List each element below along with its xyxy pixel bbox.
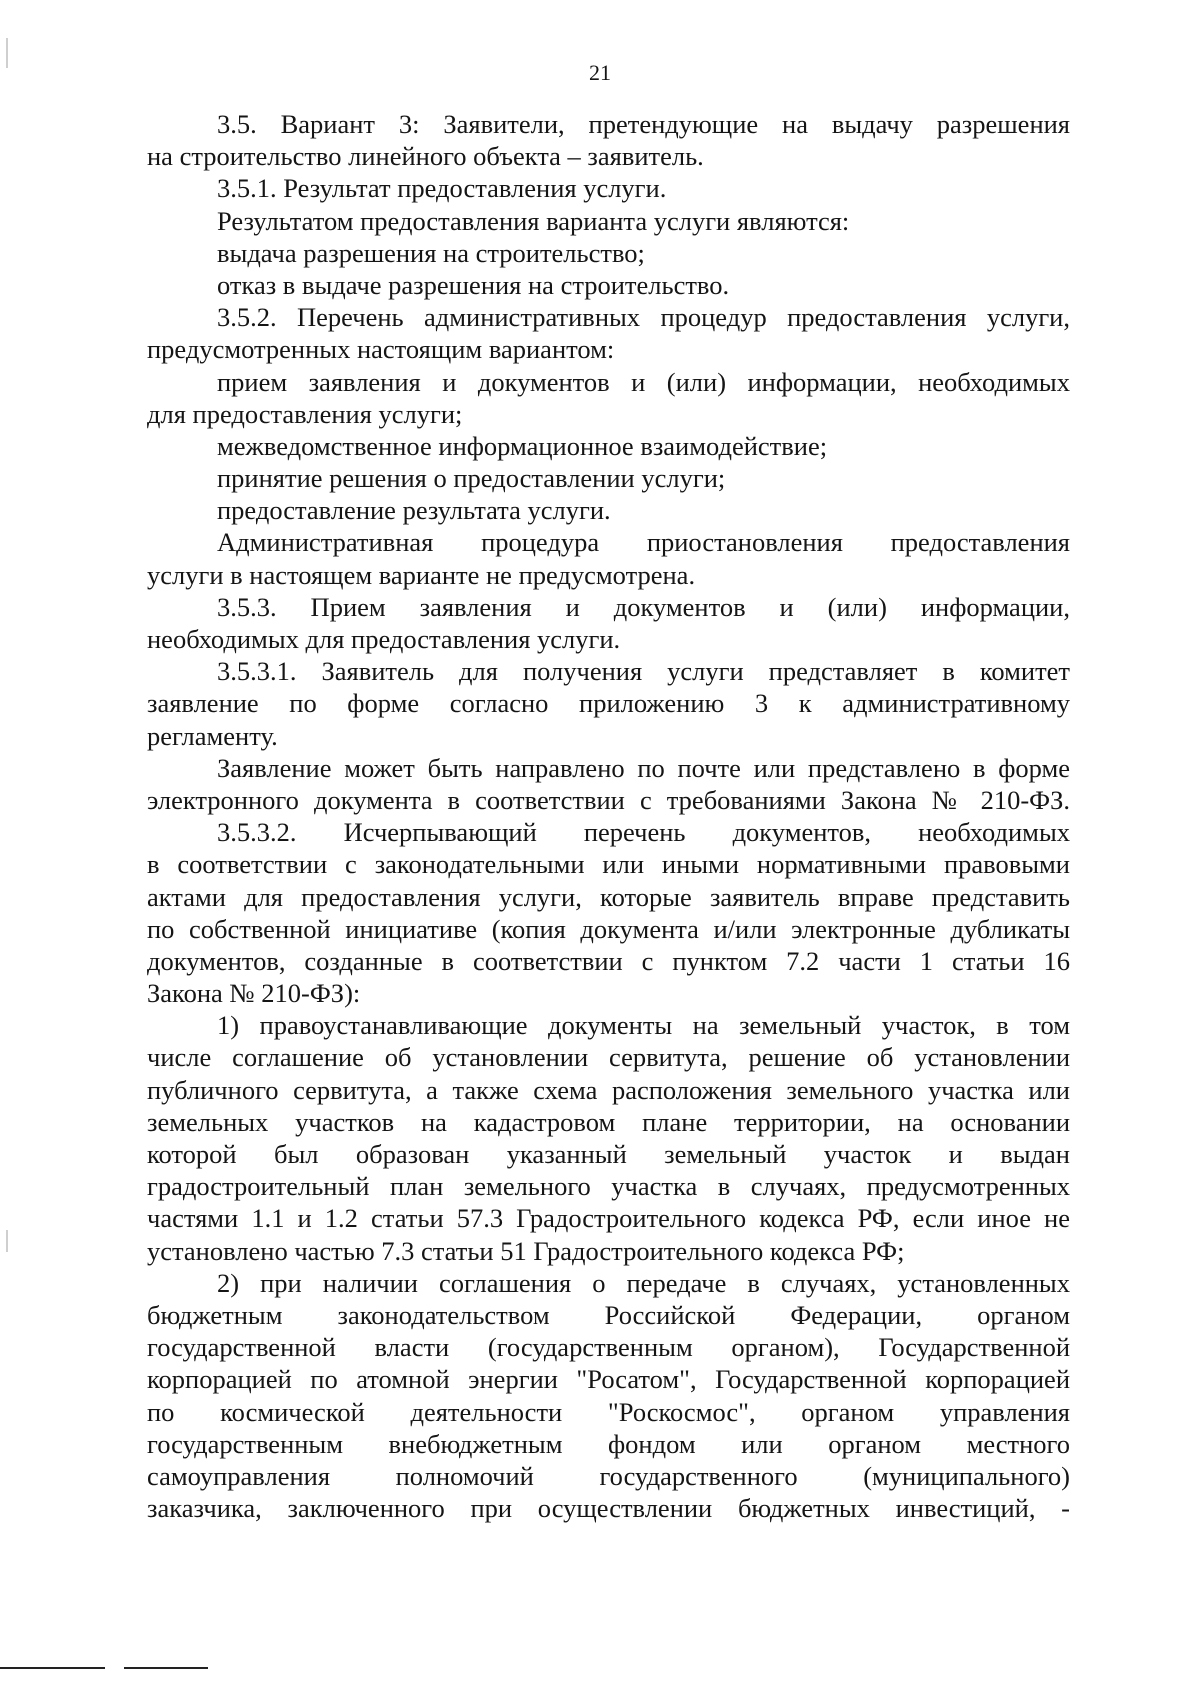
- text-line: 3.5.1. Результат предоставления услуги.: [217, 173, 667, 204]
- text-line: государственной власти (государственным органом), Государственной: [147, 1332, 1070, 1363]
- text-line: Результатом предоставления варианта услуги являются:: [217, 205, 850, 236]
- scan-edge-mark: [6, 38, 8, 68]
- text-line: Закона № 210-ФЗ):: [147, 978, 361, 1009]
- text-line: 3.5.3.2. Исчерпывающий перечень документов, необходимых: [217, 817, 1070, 848]
- text-line: государственным внебюджетным фондом или органом местного: [147, 1428, 1070, 1459]
- text-line: Заявление может быть направлено по почте или представлено в форме: [217, 752, 1070, 783]
- text-line: 2) при наличии соглашения о передаче в случаях, установленных: [217, 1267, 1070, 1298]
- text-line: выдача разрешения на строительство;: [217, 237, 645, 268]
- text-line: для предоставления услуги;: [147, 398, 463, 429]
- text-line: самоуправления полномочий государственного (муниципального): [147, 1460, 1070, 1491]
- text-line: заявление по форме согласно приложению 3 к административному: [147, 688, 1070, 719]
- text-line: по космической деятельности "Роскосмос", органом управления: [147, 1396, 1070, 1427]
- text-line: необходимых для предоставления услуги.: [147, 624, 621, 654]
- text-line: которой был образован указанный земельный участок и выдан: [147, 1139, 1070, 1169]
- text-line: прием заявления и документов и (или) информации, необходимых: [217, 366, 1070, 397]
- text-line: отказ в выдаче разрешения на строительство.: [217, 269, 730, 300]
- text-line: Административная процедура приостановления предоставления: [217, 527, 1070, 558]
- document-body: [147, 108, 1070, 1524]
- text-line: документов, созданные в соответствии с пунктом 7.2 части 1 статьи 16: [147, 945, 1070, 976]
- text-line: 1) правоустанавливающие документы на земельный участок, в том: [217, 1010, 1070, 1041]
- text-line: земельных участков на кадастровом плане территории, на основании: [147, 1106, 1070, 1137]
- text-line: корпорацией по атомной энергии "Росатом", Государственной корпорацией: [147, 1364, 1070, 1395]
- text-line: заказчика, заключенного при осуществлении бюджетных инвестиций, -: [147, 1493, 1070, 1524]
- text-line: предусмотренных настоящим вариантом:: [147, 334, 615, 365]
- text-line: бюджетным законодательством Российской Федерации, органом: [147, 1299, 1070, 1330]
- text-line: межведомственное информационное взаимодействие;: [217, 430, 828, 461]
- text-line: 3.5.3. Прием заявления и документов и (или) информации,: [217, 591, 1070, 622]
- text-line: 3.5.3.1. Заявитель для получения услуги представляет в комитет: [217, 656, 1070, 687]
- text-line: 3.5. Вариант 3: Заявители, претендующие на выдачу разрешения: [217, 109, 1070, 139]
- text-line: числе соглашение об установлении сервитута, решение об установлении: [147, 1042, 1070, 1073]
- text-line: в соответствии с законодательными или иными нормативными правовыми: [147, 849, 1070, 880]
- text-line: актами для предоставления услуги, которые заявитель вправе представить: [147, 881, 1070, 912]
- footer-rule: [0, 1667, 105, 1669]
- text-line: по собственной инициативе (копия документа и/или электронные дубликаты: [147, 913, 1070, 944]
- text-line: на строительство линейного объекта – заявитель.: [147, 141, 704, 172]
- text-line: публичного сервитута, а также схема расположения земельного участка или: [147, 1074, 1070, 1105]
- text-line: предоставление результата услуги.: [217, 495, 611, 526]
- text-line: установлено частью 7.3 статьи 51 Градостроительного кодекса РФ;: [147, 1235, 905, 1266]
- page-number: 21: [589, 60, 611, 85]
- footer-rule: [124, 1667, 208, 1669]
- text-line: градостроительный план земельного участка в случаях, предусмотренных: [147, 1171, 1070, 1202]
- text-line: частями 1.1 и 1.2 статьи 57.3 Градостроительного кодекса РФ, если иное не: [147, 1203, 1070, 1234]
- text-line: 3.5.2. Перечень административных процедур предоставления услуги,: [217, 302, 1070, 333]
- text-line: электронного документа в соответствии с требованиями Закона № 210-ФЗ.: [147, 784, 1070, 815]
- text-line: услуги в настоящем варианте не предусмотрена.: [147, 559, 696, 590]
- text-line: регламенту.: [147, 720, 278, 751]
- scan-edge-mark: [6, 1230, 8, 1252]
- text-line: принятие решения о предоставлении услуги;: [217, 463, 726, 494]
